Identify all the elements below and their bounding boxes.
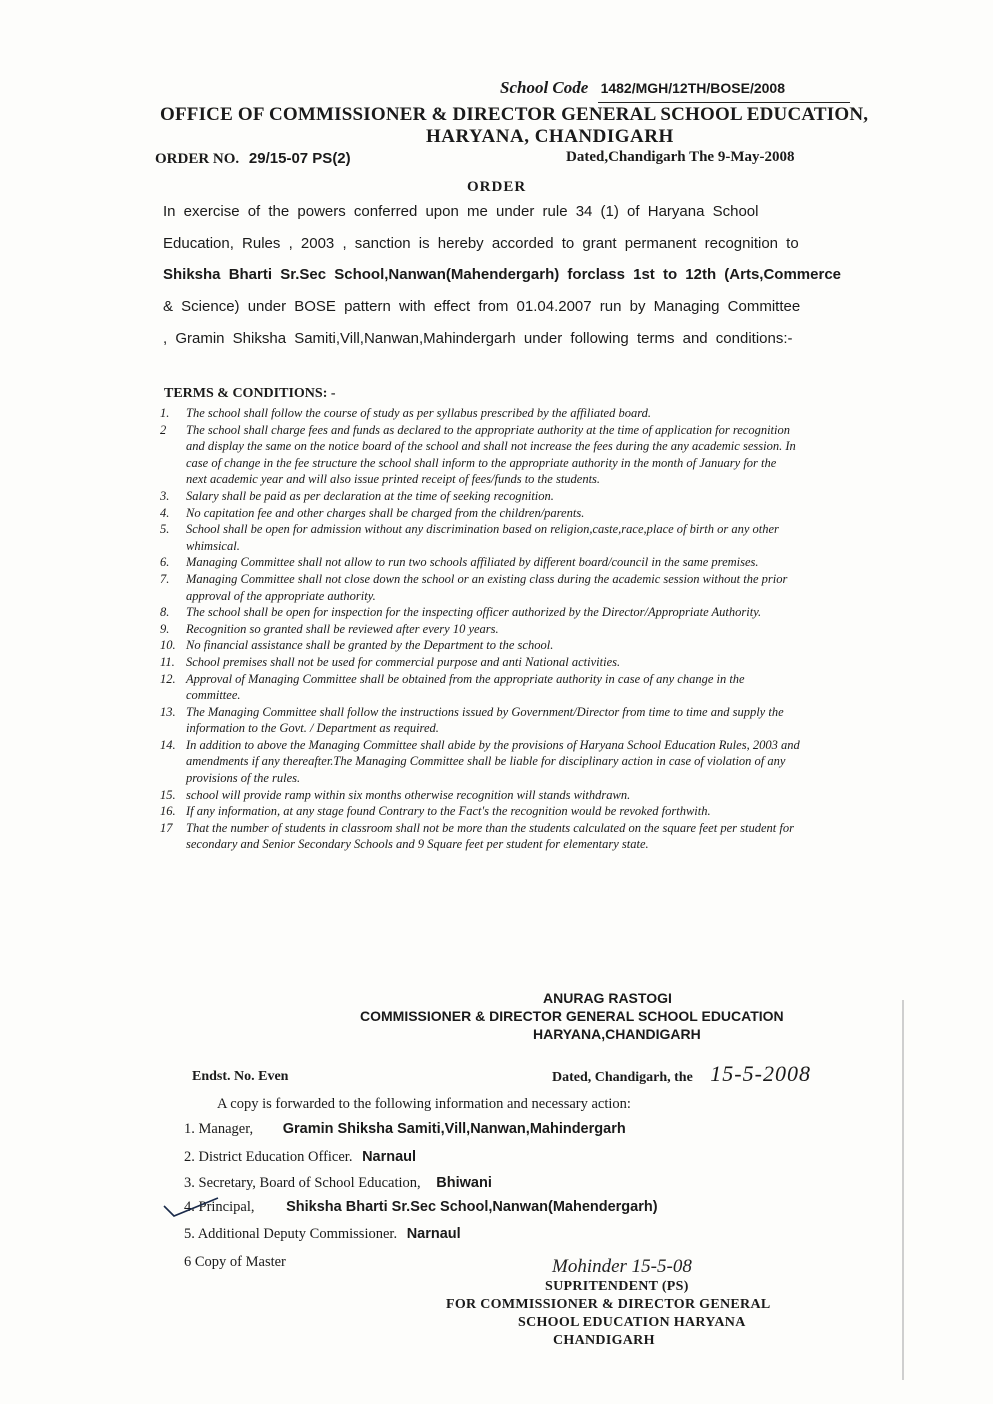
handwritten-date: 15-5-2008 (710, 1061, 811, 1086)
term-item: 3. Salary shall be paid as per declaration at the time of seeking recognition. (160, 488, 554, 503)
school-code (500, 78, 785, 98)
term-item: 10. No financial assistance shall be granted by the Department to the school. (160, 638, 554, 653)
term-item: 7. Managing Committee shall not close down the school or an existing class during the academic session without the prior approval of the appropriate authority. (160, 571, 788, 603)
body-line-text: Shiksha Bharti Sr.Sec School,Nanwan(Mahendergarh) forclass 1st to 12th (Arts,Commerce (163, 266, 842, 283)
footer-line: CHANDIGARH (553, 1333, 655, 1348)
page-edge (902, 1000, 904, 1380)
forward-note: A copy is forwarded to the following information and necessary action: (217, 1096, 631, 1112)
term-item: 16. If any information, at any stage found Contrary to the Fact's the recognition would be revoked forthwith. (160, 804, 711, 819)
term-item: 6. Managing Committee shall not allow to run two schools affiliated by different board/council in the same premises. (160, 555, 759, 570)
term-item: 1. The school shall follow the course of study as per syllabus prescribed by the affiliated board. (160, 406, 652, 420)
term-item: 13. The Managing Committee shall follow the instructions issued by Government/Director from time to time and supply the information to the Govt. / Department as required. (160, 704, 784, 736)
checkmark-icon (162, 1196, 222, 1220)
body-line: & Science) under BOSE pattern with effect from 01.04.2007 run by Managing Committee (163, 298, 801, 315)
terms-heading: TERMS & CONDITIONS: - (164, 386, 336, 401)
superintendent-title: SUPRITENDENT (PS) (545, 1279, 689, 1294)
school-code-label: School Code (500, 78, 589, 97)
copy-recipient: 2. District Education Officer. Narnaul (184, 1149, 417, 1165)
term-item: 9. Recognition so granted shall be reviewed after every 10 years. (160, 621, 499, 636)
order-heading: ORDER (467, 179, 527, 195)
handwritten-signature: Mohinder 15-5-08 (552, 1256, 692, 1277)
footer-line: SCHOOL EDUCATION HARYANA (518, 1315, 746, 1330)
term-item: 17 That the number of students in classroom shall not be more than the students calculated on the square feet per student for secondary and Senior Secondary Schools and 9 Square feet per student for elementary state. (160, 820, 794, 852)
endorsement-number: Endst. No. Even (192, 1069, 289, 1084)
body-line (163, 266, 841, 283)
term-item: 11. School premises shall not be used for commercial purpose and anti National activities. (160, 654, 621, 669)
order-number-label: ORDER NO. (155, 151, 240, 167)
copy-recipient: 6 Copy of Master (184, 1254, 286, 1270)
order-date: Dated,Chandigarh The 9-May-2008 (566, 149, 795, 165)
office-title-line1: OFFICE OF COMMISSIONER & DIRECTOR GENERAL SCHOOL EDUCATION, (160, 104, 869, 125)
term-item: 12. Approval of Managing Committee shall be obtained from the appropriate authority in case of any change in the committee. (160, 671, 745, 703)
order-number-value: 29/15-07 PS(2) (248, 150, 351, 167)
body-line: In exercise of the powers conferred upon me under rule 34 (1) of Haryana School (163, 203, 759, 220)
term-item: 14. In addition to above the Managing Committee shall abide by the provisions of Haryana School Education Rules, 2003 and amendments if any thereafter.The Managing Committee shall be liable for disciplinary action in case of violation of any provisions of the rules. (160, 737, 800, 786)
copy-recipient: 4. Principal, Shiksha Bharti Sr.Sec School,Nanwan(Mahendergarh) (184, 1199, 658, 1215)
office-title-line2: HARYANA, CHANDIGARH (426, 126, 674, 147)
footer-line: FOR COMMISSIONER & DIRECTOR GENERAL (446, 1297, 771, 1312)
copy-recipient: 1. Manager, Gramin Shiksha Samiti,Vill,Nanwan,Mahindergarh (184, 1121, 626, 1137)
terms-list (160, 405, 800, 853)
endorsement-date-label: Dated, Chandigarh, the (552, 1070, 693, 1085)
term-item: 8. The school shall be open for inspection for the inspecting officer authorized by the Director/Appropriate Authority. (160, 605, 762, 620)
body-line: , Gramin Shiksha Samiti,Vill,Nanwan,Mahindergarh under following terms and conditions:- (163, 330, 793, 347)
signatory-place: HARYANA,CHANDIGARH (533, 1026, 701, 1042)
term-item: 5. School shall be open for admission without any discrimination based on religion,caste,race,place of birth or any other whimsical. (160, 522, 779, 553)
order-number (155, 150, 351, 168)
term-item: 2 The school shall charge fees and funds as declared to the appropriate authority at the time of application for recognition and display the same on the notice board of the school and shall not increase the fees during the any academic session. In case of change in the fee structure the school shall inform to the appropriate authority in the month of January for the next academic year and will also issue printed receipt of fees/funds to the students. (160, 422, 796, 487)
school-code-rule (598, 102, 850, 103)
body-line: Education, Rules , 2003 , sanction is hereby accorded to grant permanent recognition to (163, 235, 799, 252)
term-item: 4. No capitation fee and other charges shall be charged from the children/parents. (160, 505, 585, 520)
signatory-name: ANURAG RASTOGI (543, 990, 672, 1006)
copy-recipient: 3. Secretary, Board of School Education, Bhiwani (184, 1175, 492, 1191)
copy-recipient: 5. Additional Deputy Commissioner. Narnaul (184, 1226, 461, 1242)
term-item: 15. school will provide ramp within six months otherwise recognition will stands withdrawn. (160, 787, 631, 802)
signatory-title: COMMISSIONER & DIRECTOR GENERAL SCHOOL EDUCATION (360, 1008, 784, 1024)
school-code-value: 1482/MGH/12TH/BOSE/2008 (600, 80, 785, 96)
endorsement-date (552, 1061, 811, 1087)
